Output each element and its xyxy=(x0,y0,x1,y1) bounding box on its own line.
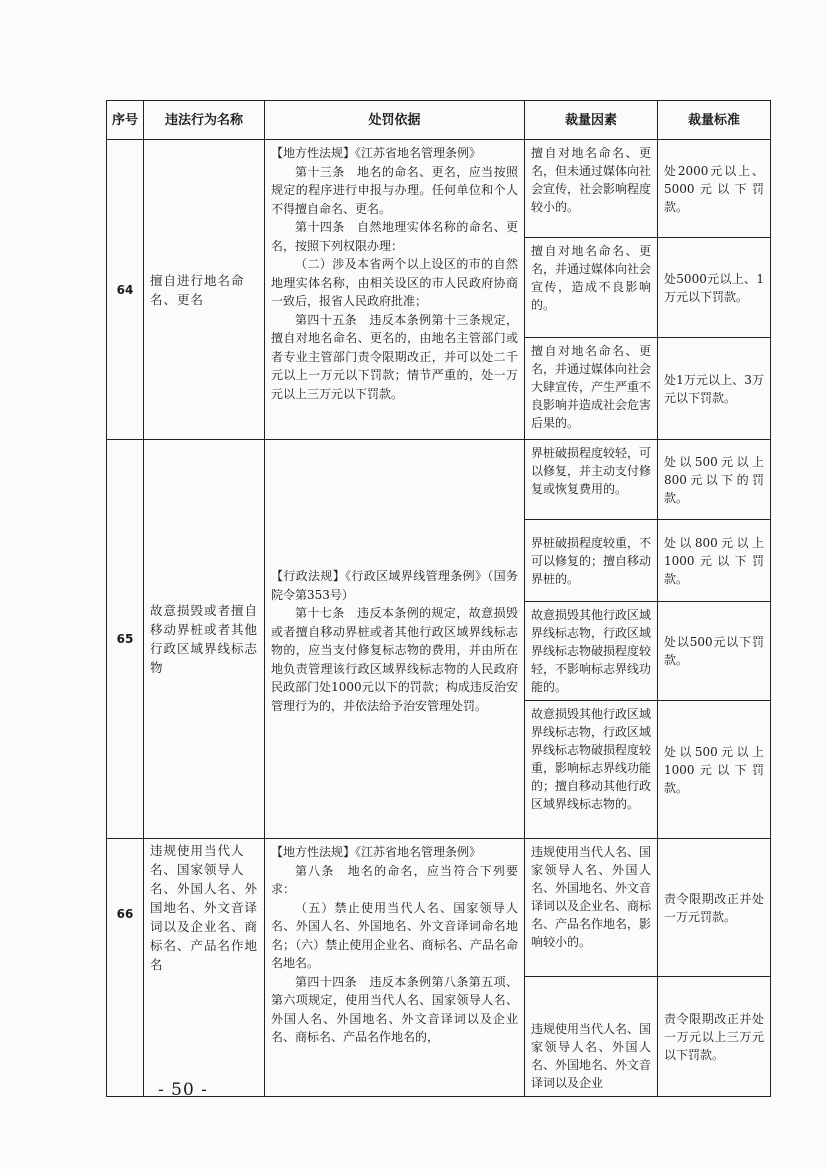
basis-line: 第十七条 违反本条例的规定，故意损毁或者擅自移动界桩或者其他行政区域界线标志物的，应当支付修复标志物的费用，并由所在地负责管理该行政区域界线标志物的人民政府民政部门处1000元以下的罚款；构成违反治安管理行为的，并依法给予治安管理处罚。 xyxy=(271,606,518,713)
header-basis: 处罚依据 xyxy=(265,101,525,140)
header-name: 违法行为名称 xyxy=(144,101,265,140)
discretion-factor xyxy=(525,338,658,440)
factor-text: 违规使用当代人名、国家领导人名、外国人名、外国地名、外文音译词以及企业名、商标名、产品名作地名，影响较小的。 xyxy=(531,845,652,949)
basis-line: （二）涉及本省两个以上设区的市的自然地理实体名称，由相关设区的市人民政府协商一致后，报省人民政府批准； xyxy=(271,257,518,308)
basis-line: 第四十四条 违反本条例第八条第五项、第六项规定，使用当代人名、国家领导人名、外国人名、外国地名、外文音译词以及企业名、商标名、产品名作地名的， xyxy=(271,974,518,1044)
factor-text: 界桩破损程度较重，不可以修复的；擅自移动界桩的。 xyxy=(531,535,652,586)
discretion-factor xyxy=(525,602,658,701)
row-number: 64 xyxy=(107,140,144,440)
discretion-standard xyxy=(658,238,771,338)
factor-text: 故意损毁其他行政区域界线标志物，行政区域界线标志物破损程度较重，影响标志界线功能的；擅自移动其他行政区域界线标志物的。 xyxy=(531,707,652,811)
discretion-factor xyxy=(525,440,658,520)
standard-text: 处5000元以上、1万元以下罚款。 xyxy=(664,271,764,304)
factor-text: 故意损毁其他行政区域界线标志物，行政区域界线标志物破损程度较轻，不影响标志界线功能的。 xyxy=(531,608,652,694)
basis-line: 【地方性法规】《江苏省地名管理条例》 xyxy=(271,845,482,859)
discretion-factor xyxy=(525,977,658,1097)
factor-text: 擅自对地名命名、更名，并通过媒体向社会宣传，造成不良影响的。 xyxy=(531,244,652,312)
discretion-standard xyxy=(658,140,771,238)
table-row xyxy=(107,839,771,977)
factor-text: 擅自对地名命名、更名，但未通过媒体向社会宣传，社会影响程度较小的。 xyxy=(531,146,652,214)
basis-line: 第十三条 地名的命名、更名，应当按照规定的程序进行申报与办理。任何单位和个人不得擅自命名、更名。 xyxy=(271,164,518,216)
row-number: 65 xyxy=(107,440,144,839)
basis-line: 第四十五条 违反本条例第十三条规定，擅自对地名命名、更名的，由地名主管部门或者专业主管部门责令限期改正，并可以处二千元以上一万元以下罚款；情节严重的，处一万元以上三万元以下罚款。 xyxy=(271,312,518,401)
penalty-basis xyxy=(265,440,525,839)
discretion-factor xyxy=(525,520,658,602)
standard-text: 处1万元以上、3万元以下罚款。 xyxy=(664,372,764,405)
discretion-standard xyxy=(658,520,771,602)
row-number: 66 xyxy=(107,839,144,1097)
discretion-standard xyxy=(658,440,771,520)
violation-name-text: 故意损毁或者擅自移动界桩或者其他行政区域界线标志物 xyxy=(150,603,259,675)
standard-text: 处以500元以上1000元以下罚款。 xyxy=(664,744,764,795)
header-no: 序号 xyxy=(107,101,144,140)
discretion-standard xyxy=(658,839,771,977)
discretion-standard xyxy=(658,602,771,701)
penalty-basis xyxy=(265,839,525,1097)
factor-text: 违规使用当代人名、国家领导人名、外国人名、外国地名、外文音译词以及企业 xyxy=(531,1022,652,1090)
table-row xyxy=(107,140,771,238)
violation-name xyxy=(144,839,265,1097)
table-row xyxy=(107,440,771,520)
violation-name-text: 擅自进行地名命名、更名 xyxy=(150,272,245,307)
standard-text: 处2000元以上、5000元以下罚款。 xyxy=(664,163,764,214)
basis-line: 第八条 地名的命名，应当符合下列要求： xyxy=(271,863,518,896)
discretion-standard xyxy=(658,338,771,440)
discretion-factor xyxy=(525,701,658,839)
page-number: - 50 - xyxy=(158,1080,208,1100)
discretion-factor xyxy=(525,238,658,338)
basis-line: 【地方性法规】《江苏省地名管理条例》 xyxy=(271,146,482,160)
standard-text: 责令限期改正并处一万元以上三万元以下罚款。 xyxy=(664,1011,764,1062)
discretion-standard xyxy=(658,977,771,1097)
basis-line: 第十四条 自然地理实体名称的命名、更名，按照下列权限办理： xyxy=(271,220,518,253)
basis-line: （五）禁止使用当代人名、国家领导人名、外国人名、外国地名、外文音译词命名地名；（六）禁止使用企业名、商标名、产品名命名地名。 xyxy=(271,900,518,970)
standard-text: 处以800元以上1000元以下罚款。 xyxy=(664,535,764,586)
factor-text: 擅自对地名命名、更名，并通过媒体向社会大肆宣传，产生严重不良影响并造成社会危害后果的。 xyxy=(531,344,652,430)
discretion-standard xyxy=(658,701,771,839)
discretion-factor xyxy=(525,839,658,977)
standard-text: 处以500元以下罚款。 xyxy=(664,635,764,667)
standard-text: 责令限期改正并处一万元罚款。 xyxy=(664,891,764,924)
factor-text: 界桩破损程度较轻，可以修复，并主动支付修复或恢复费用的。 xyxy=(531,446,652,496)
basis-line: 【行政法规】《行政区域界线管理条例》（国务院令第353号） xyxy=(271,569,518,602)
discretion-factor xyxy=(525,140,658,238)
penalty-basis xyxy=(265,140,525,440)
violation-name-text: 违规使用当代人名、国家领导人名、外国人名、外国地名、外文音译词以及企业名、商标名、产品名作地名 xyxy=(150,843,259,972)
table-header-row xyxy=(107,101,771,140)
header-factor: 裁量因素 xyxy=(525,101,658,140)
violation-name xyxy=(144,440,265,839)
standard-text: 处以500元以上800元以下的罚款。 xyxy=(664,454,764,505)
penalty-table xyxy=(106,100,771,1097)
header-standard: 裁量标准 xyxy=(658,101,771,140)
violation-name xyxy=(144,140,265,440)
